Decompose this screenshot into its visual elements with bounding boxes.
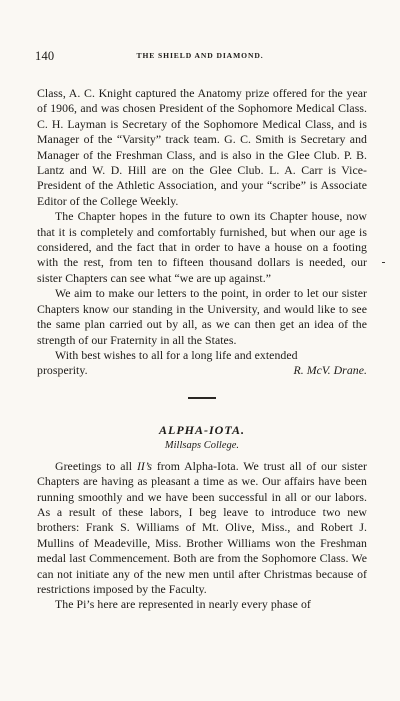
- paragraph-continued: Class, A. C. Knight captured the Anatomy prize offered for the year of 1906, and was chosen President of the Sophomore Medical Class. C. H. Layman is Secretary of the Sophomore Medical Class, and is Manager of the “Varsity” track team. G. C. Smith is Secretary and Manager of the Freshman Class, and is also in the Glee Club. P. B. Lantz and W. D. Hill are on the Glee Club. L. A. Carr is Vice-President of the Athletic Association, and your “scribe” is Associate Editor of the College Weekly.: [37, 86, 367, 208]
- page-number: 140: [35, 49, 55, 63]
- signoff-signature: R. McV. Drane.: [293, 363, 367, 378]
- paragraph-best-wishes: With best wishes to all for a long life and extended: [55, 347, 298, 362]
- page-body: [37, 86, 367, 613]
- margin-mark: [382, 262, 385, 263]
- greetings-rest: from Alpha-Iota. We trust all of our sister Chapters are having as pleasant a time as we. Our affairs have been running smoothly and we have been successful in all or our labors. As a result of these labors, I beg leave to introduce two new brothers: Frank S. Williams of Mt. Olive, Miss., and Robert J. Mullins of Meadeville, Miss. Brother Williams won the Freshman medal last Commencement. Both are from the Sophomore Class. We can not initiate any of the new men until after Christmas because of restrictions imposed by the Faculty.: [37, 458, 367, 596]
- section-divider: [188, 397, 216, 399]
- greetings-pi-symbol: II’s: [136, 458, 153, 473]
- section-subtitle: Millsaps College.: [164, 439, 240, 451]
- signoff-text: prosperity.: [37, 363, 88, 378]
- paragraph-letters: We aim to make our letters to the point, in order to let our sister Chapters know our standing in the University, and would like to see the same plan carried out by all, as we can then get an idea of the strength of our Fraternity in all the States.: [37, 286, 367, 347]
- paragraph-pis: The Pi’s here are represented in nearly every phase of: [55, 597, 311, 612]
- page-header: [35, 49, 365, 63]
- greetings-start: Greetings to all: [55, 458, 137, 473]
- section-title: ALPHA-IOTA.: [158, 422, 245, 437]
- running-head: THE SHIELD AND DIAMOND.: [136, 51, 264, 60]
- paragraph-chapter-house: The Chapter hopes in the future to own its Chapter house, now that it is completely and comfortably furnished, but when our age is considered, and the fact that in order to have a house on a footing with the rest, from ten to fifteen thousand dollars is needed, our sister Chapters can see what “we are up against.”: [37, 209, 367, 285]
- signoff-line: [37, 363, 367, 378]
- paragraph-greetings: [37, 459, 367, 598]
